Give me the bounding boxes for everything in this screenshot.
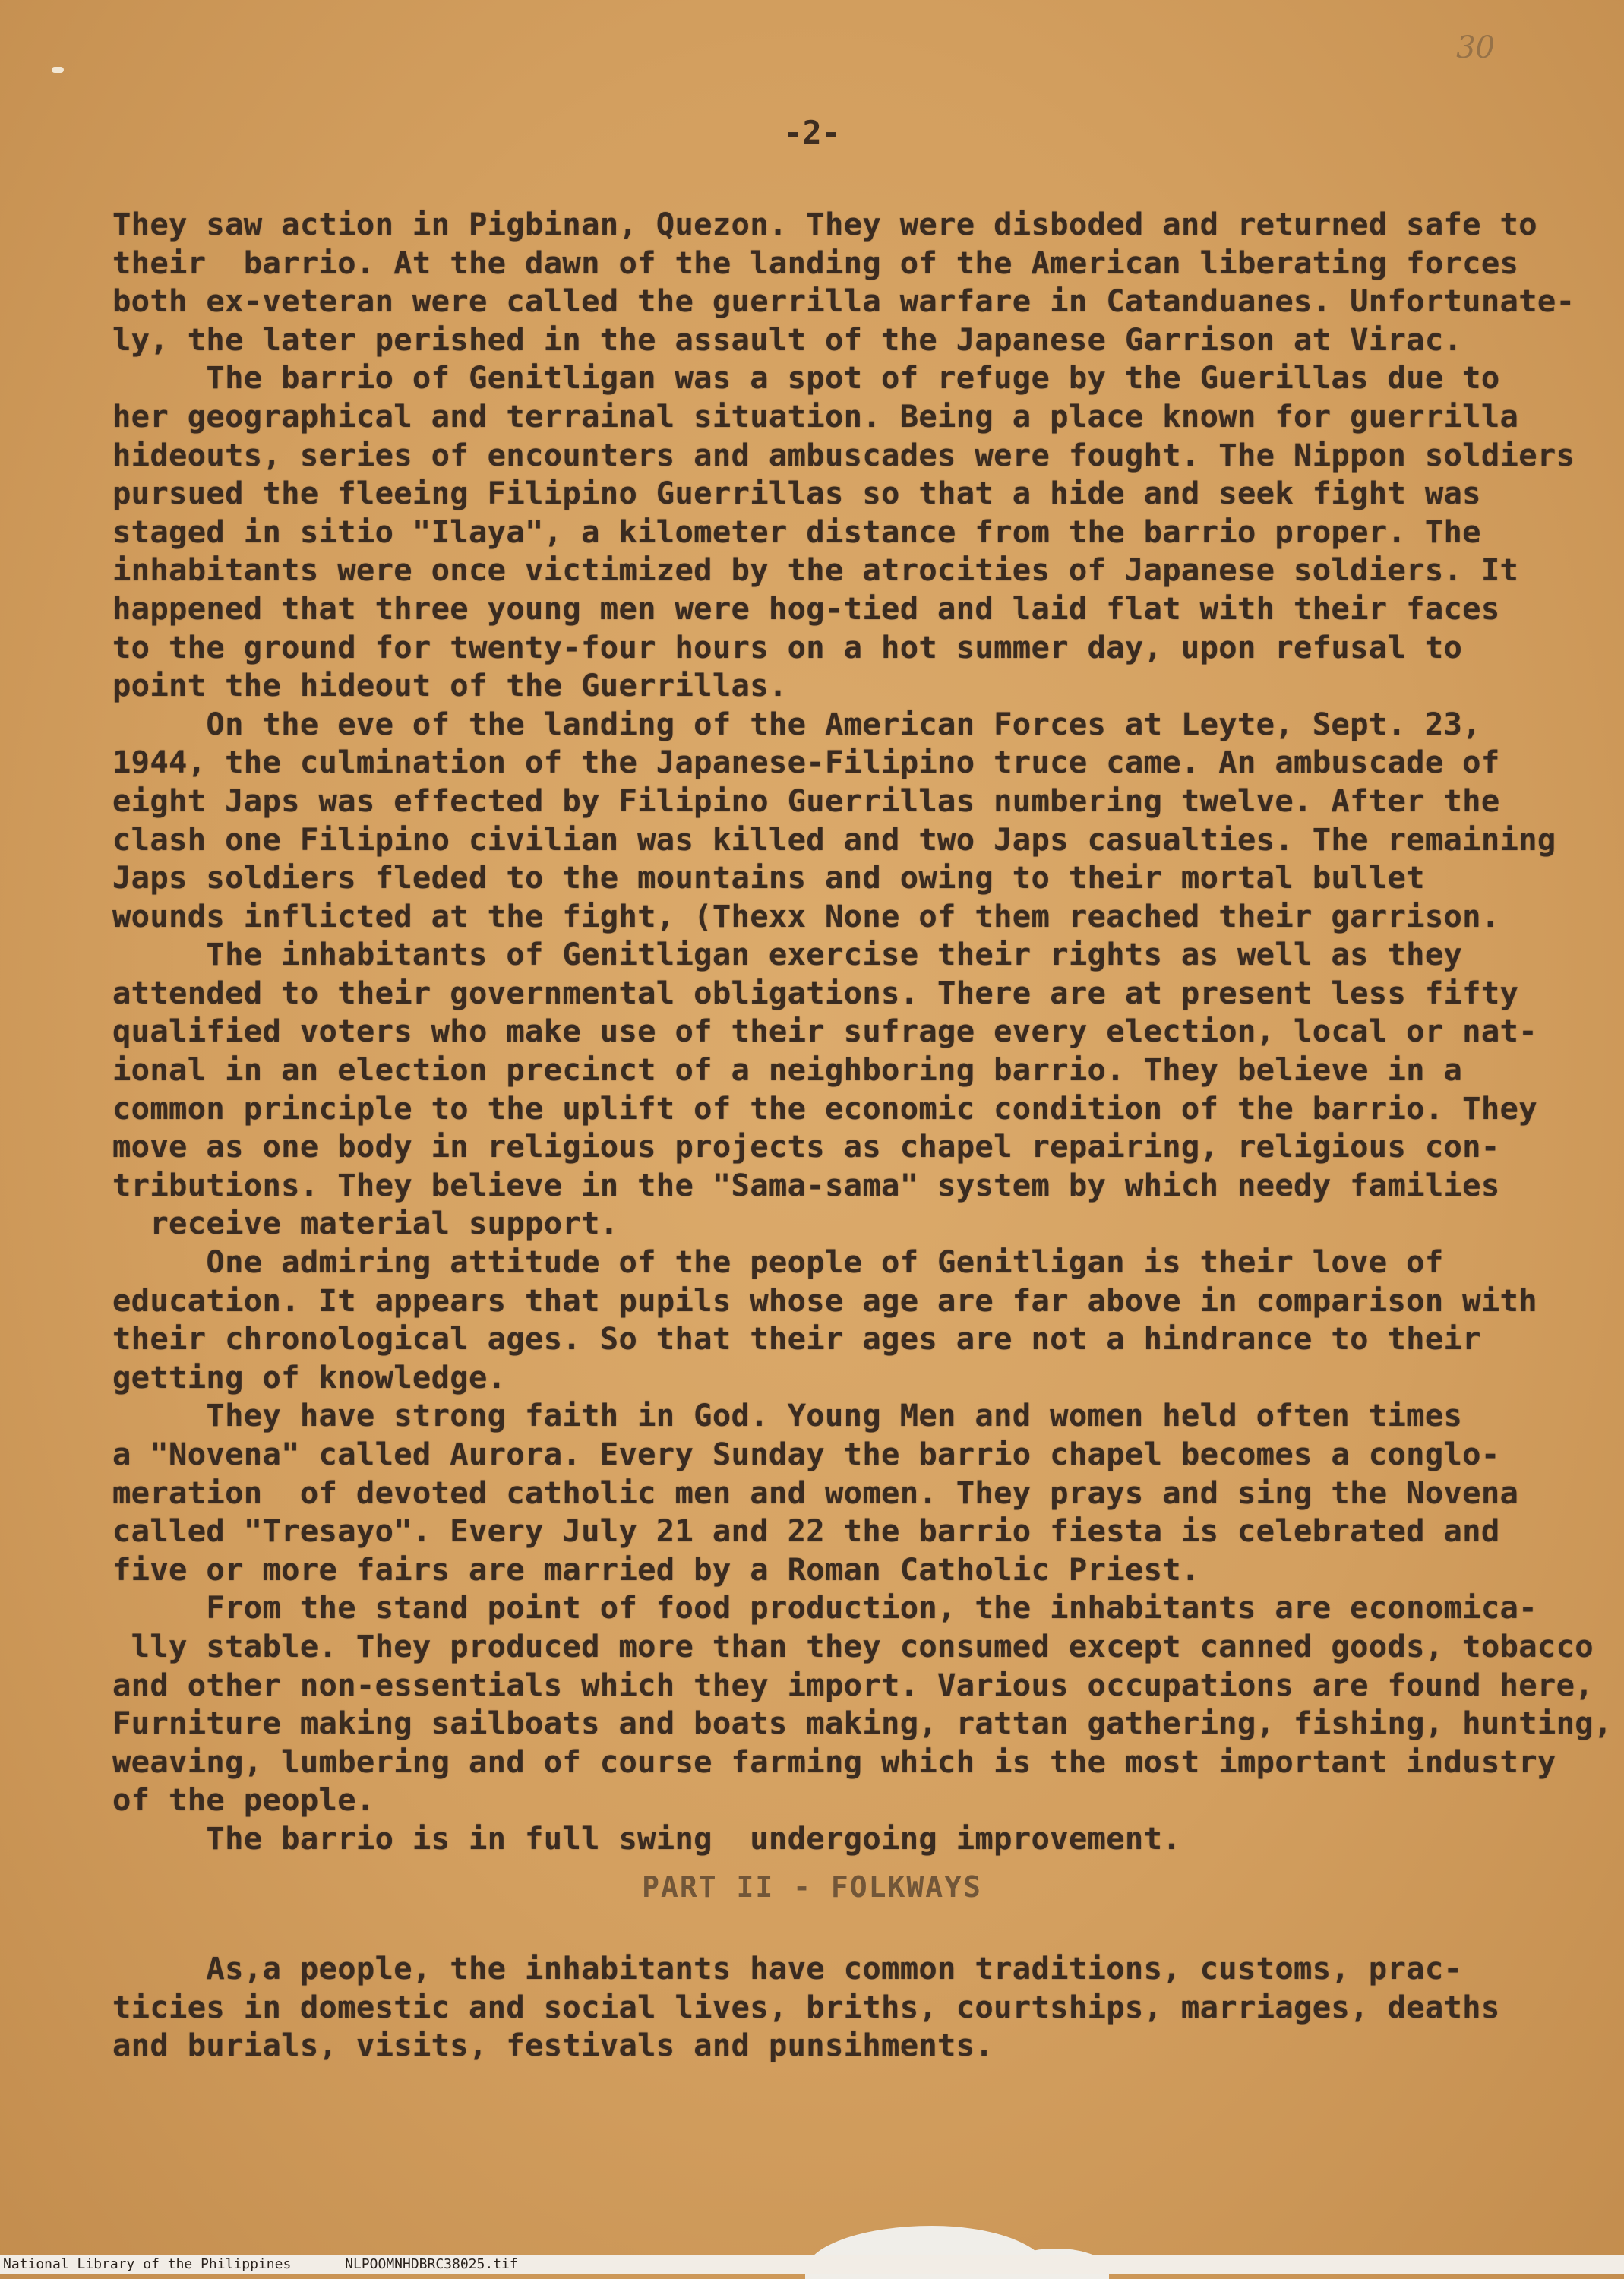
text-line: of the people. (112, 1781, 375, 1819)
text-line: education. It appears that pupils whose age are far above in comparison with (112, 1282, 1537, 1319)
text-line: staged in sitio "Ilaya", a kilometer distance from the barrio proper. The (112, 513, 1481, 550)
text-line: Furniture making sailboats and boats making, rattan gathering, fishing, hunting, (112, 1705, 1613, 1742)
scan-footer (0, 2255, 1624, 2274)
text-line: point the hideout of the Guerrillas. (112, 667, 788, 704)
text-line: five or more fairs are married by a Roman Catholic Priest. (112, 1550, 1200, 1588)
text-line: clash one Filipino civilian was killed and two Japs casualties. The remaining (112, 820, 1556, 858)
text-line: inhabitants were once victimized by the atrocities of Japanese soldiers. It (112, 552, 1519, 589)
text-line: As,a people, the inhabitants have common traditions, customs, prac- (112, 1950, 1463, 1987)
text-line: The barrio of Genitligan was a spot of refuge by the Guerillas due to (112, 359, 1500, 397)
text-line: The barrio is in full swing undergoing improvement. (112, 1819, 1181, 1857)
folio-number: 30 (1456, 30, 1495, 65)
text-line: a "Novena" called Aurora. Every Sunday the barrio chapel becomes a conglo- (112, 1436, 1500, 1472)
text-line: lly stable. They produced more than they consumed except canned goods, tobacco (112, 1627, 1594, 1664)
text-line: to the ground for twenty-four hours on a hot summer day, upon refusal to (112, 628, 1463, 665)
text-line: pursued the fleeing Filipino Guerrillas so that a hide and seek fight was (112, 475, 1481, 512)
text-line: qualified voters who make use of their sufrage every election, local or nat- (112, 1013, 1537, 1050)
text-line: They saw action in Pigbinan, Quezon. They were disboded and returned safe to (112, 206, 1537, 242)
text-line: Japs soldiers fleded to the mountains and owing to their mortal bullet (112, 859, 1425, 896)
text-line: On the eve of the landing of the American Forces at Leyte, Sept. 23, (112, 705, 1481, 742)
page-number: -2- (783, 114, 841, 151)
text-line: and burials, visits, festivals and punsihments. (112, 2027, 994, 2064)
text-line: getting of knowledge. (112, 1358, 507, 1396)
text-line: both ex-veteran were called the guerrilla warfare in Catanduanes. Unfortunate- (112, 283, 1575, 320)
text-line: ticies in domestic and social lives, briths, courtships, marriages, deaths (112, 1988, 1500, 2025)
text-line: From the stand point of food production, the inhabitants are economica- (112, 1589, 1537, 1626)
text-line: One admiring attitude of the people of Genitligan is their love of (112, 1244, 1444, 1281)
section-1-text (112, 205, 1613, 1858)
text-line: tributions. They believe in the "Sama-sama" system by which needy families (112, 1166, 1500, 1203)
footer-filename: NLPOOMNHDBRC38025.tif (345, 2256, 518, 2272)
text-line: and other non-essentials which they import. Various occupations are found here, (112, 1666, 1594, 1703)
part-heading: PART II - FOLKWAYS (642, 1870, 982, 1904)
text-line: ly, the later perished in the assault of the Japanese Garrison at Virac. (112, 321, 1463, 358)
paper-speck (52, 67, 64, 73)
text-line: receive material support. (112, 1205, 619, 1242)
text-line: They have strong faith in God. Young Men and women held often times (112, 1397, 1463, 1434)
text-line: common principle to the uplift of the economic condition of the barrio. They (112, 1089, 1537, 1127)
text-line: wounds inflicted at the fight, (Thexx None of them reached their garrison. (112, 897, 1500, 934)
text-line: her geographical and terrainal situation. Being a place known for guerrilla (112, 397, 1519, 435)
text-line: their barrio. At the dawn of the landing of the American liberating forces (112, 244, 1519, 281)
text-line: eight Japs was effected by Filipino Guerrillas numbering twelve. After the (112, 782, 1500, 819)
text-line: happened that three young men were hog-tied and laid flat with their faces (112, 590, 1500, 627)
text-line: weaving, lumbering and of course farming which is the most important industry (112, 1743, 1556, 1780)
text-line: their chronological ages. So that their ages are not a hindrance to their (112, 1320, 1481, 1358)
text-line: attended to their governmental obligations. There are at present less fifty (112, 974, 1519, 1011)
section-2-text (112, 1949, 1556, 2065)
text-line: meration of devoted catholic men and women. They prays and sing the Novena (112, 1474, 1519, 1511)
text-line: 1944, the culmination of the Japanese-Filipino truce came. An ambuscade of (112, 744, 1500, 781)
text-line: hideouts, series of encounters and ambuscades were fought. The Nippon soldiers (112, 436, 1575, 473)
text-line: move as one body in religious projects as chapel repairing, religious con- (112, 1128, 1500, 1165)
text-line: ional in an election precinct of a neighboring barrio. They believe in a (112, 1051, 1463, 1089)
text-line: The inhabitants of Genitligan exercise their rights as well as they (112, 936, 1463, 973)
footer-library: National Library of the Philippines (3, 2256, 292, 2272)
text-line: called "Tresayo". Every July 21 and 22 the barrio fiesta is celebrated and (112, 1512, 1500, 1550)
